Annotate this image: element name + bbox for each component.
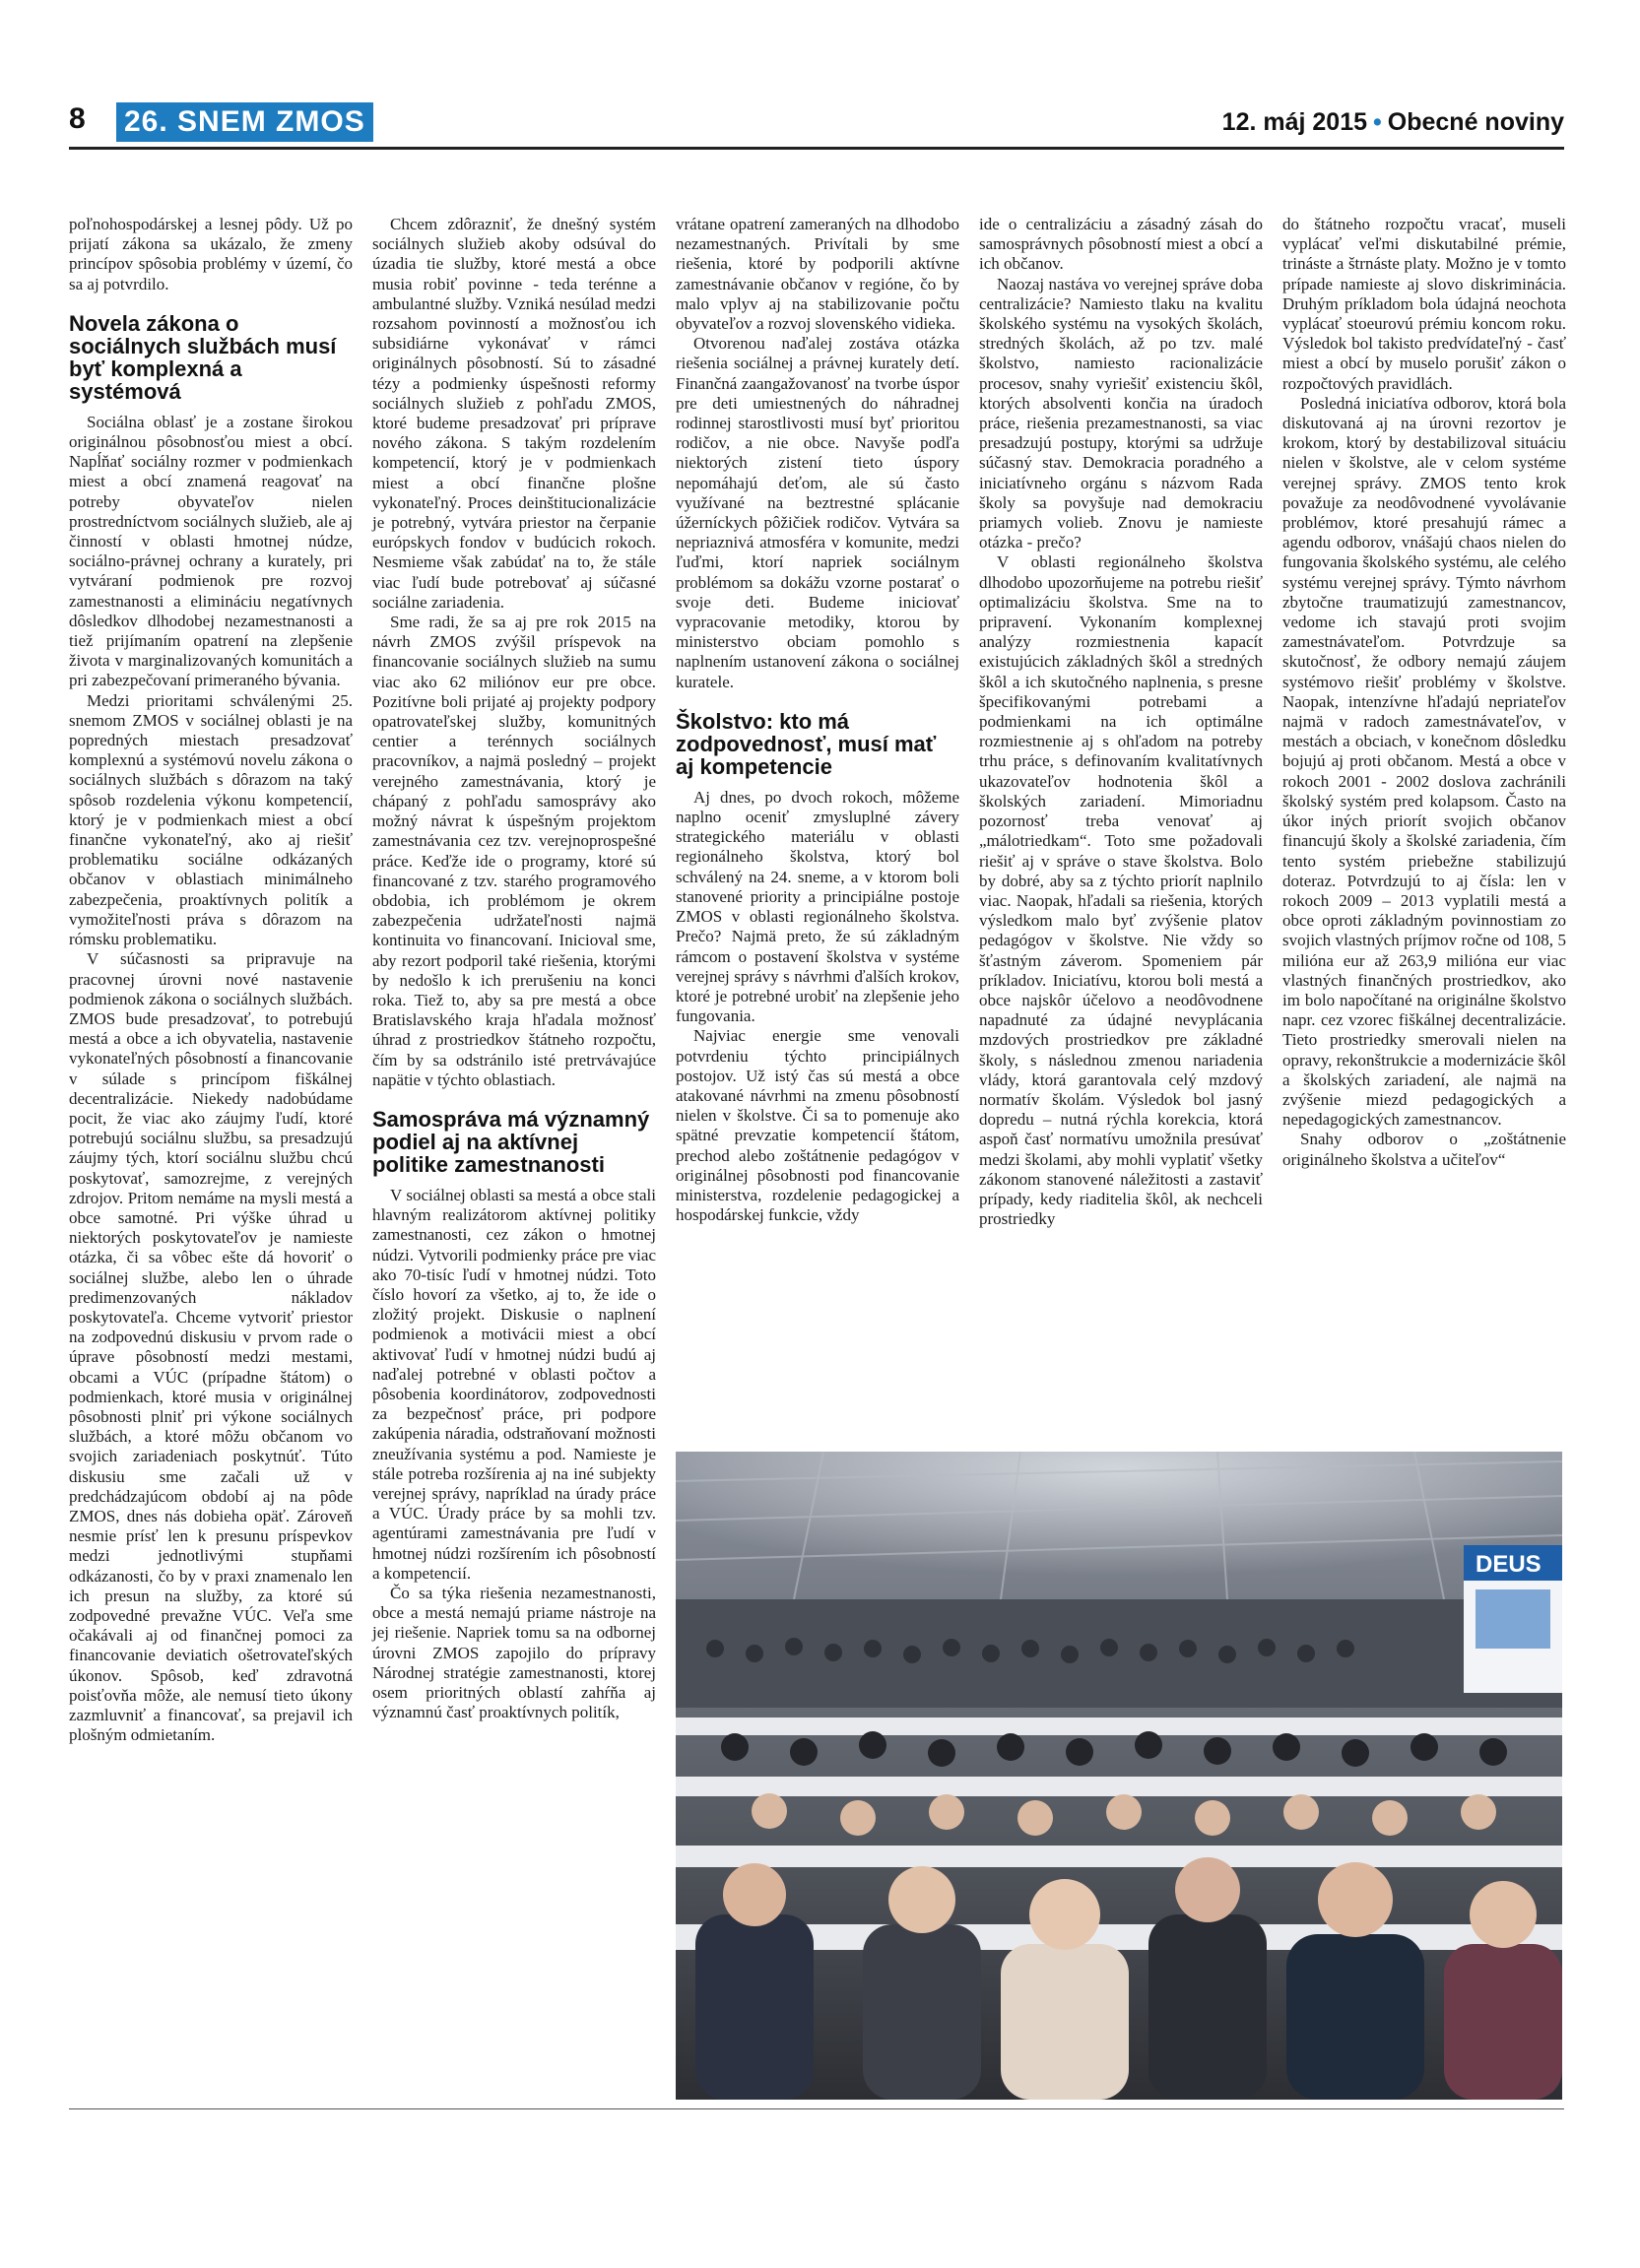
article-paragraph: vrátane opatrení zameraných na dlhodobo nezamestnaných. Privítali by sme riešenia, ktoré by podporili aktívne zamestnávanie občanov v regióne, čo by malo vplyv aj na stabilizovanie počtu obyvateľov a rozvoj slovenského vidieka. xyxy=(676,215,959,334)
article-paragraph: Posledná iniciatíva odborov, ktorá bola diskutovaná aj na úrovni rezortov je krokom, ktorý by destabilizoval situáciu nielen v školstve, ale v celom systéme verejnej správy. ZMOS tento krok považuje za neodôvodnené vyvolávanie problémov, ktoré presahujú rámec a agendu odborov, vnášajú chaos nielen do fungovania školského systému, ale celého systému verejnej správy. Týmto návrhom zbytočne traumatizujú zamestnancov, vedome ich stavajú proti svojim zamestnávateľom. Potvrdzuje sa skutočnosť, že odbory nemajú záujem systémovo riešiť problémy v školstve. Naopak, intenzívne hľadajú nepriateľov najmä v radoch zamestnávateľov, v mestách a obciach, v konečnom dôsledku bojujú aj proti občanom. Mestá a obce v rokoch 2001 - 2002 doslova zachránili školský systém pred kolapsom. Často na úkor iných priorít svojich občanov financujú školy a školské zariadenia, čím tento systém priebežne stabilizujú doteraz. Potvrdzujú to aj čísla: len v rokoch 2009 – 2013 vyplatili mestá a obce oproti základným povinnostiam zo svojich vlastných príjmov ročne od 108, 5 milióna eur až 263,9 milióna eur viac vlastných finančných prostriedkov, ako im bolo napočítané na originálne školstvo napr. cez vzorec fiškálnej decentralizácie. Tieto prostriedky smerovali nielen na opravy, rekonštrukcie a modernizácie škôl a školských zariadení, ale najmä na zvýšenie miezd pedagogických a nepedagogických zamestnancov. xyxy=(1282,393,1566,1130)
section-label: 26. SNEM ZMOS xyxy=(116,102,373,142)
article-paragraph: V súčasnosti sa pripravuje na pracovnej úrovni nové nastavenie podmienok zákona o sociálnych službách. ZMOS bude presadzovať, to potrebujú mestá a obce a ich obyvatelia, nastavenie vykonateľných pôsobností a financovanie v súlade s princípom fiškálnej decentralizácie. Niekedy nadobúdame pocit, že viac ako záujmy ľudí, ktoré potrebujú sociálnu službu, sa presadzujú záujmy tých, ktorí sociálnu službu chcú poskytovať, samozrejme, z verejných zdrojov. Pritom nemáme na mysli mestá a obce samotné. Pri výške úhrad u niektorých poskytovateľov je namieste otázka, či sa vôbec ešte dá hovoriť o sociálnej službe, alebo len o úhrade predimenzovaných nákladov poskytovateľa. Chceme vytvoriť priestor na zodpovednú diskusiu v prvom rade o úprave pôsobností medzi mestami, obcami a VÚC (prípadne štátom) o podmienkach, ktoré musia v originálnej pôsobnosti plniť pri výkone sociálnych službách, a ktoré môžu občanom vo svojich zariadeniach poskytnúť. Túto diskusiu sme začali už v predchádzajúcom období aj na pôde ZMOS, dnes nás dobieha opäť. Zároveň nesmie prísť len k presunu príspevkov medzi jednotlivými stupňami odkázanosti, čo by v praxi znamenalo len ich presun na služby, za ktoré sú zodpovedné prevažne VÚC. Veľa sme očakávali aj od finančnej pomoci za financovanie deviatich ošetrovateľských úkonov. Spôsob, keď zdravotná poisťovňa môže, ale nemusí tieto úkony zazmluvniť a financovať, sa prejavil ich plošným odmietaním. xyxy=(69,949,353,1745)
issue-date: 12. máj 2015 xyxy=(1221,108,1368,136)
page-header xyxy=(69,98,1564,148)
page-number: 8 xyxy=(69,102,86,135)
article-paragraph: Sociálna oblasť je a zostane širokou originálnou pôsobnosťou miest a obcí. Napĺňať sociálny rozmer v podmienkach miest a obcí znamená reagovať na potreby obyvateľov nielen prostredníctvom sociálnych služieb, ale aj činností v oblasti hmotnej núdze, sociálno-právnej ochrany a kurately, pri vytváraní podmienok pre rozvoj zamestnanosti a elimináciu negatívnych dôsledkov dlhodobej nezamestnanosti a tiež prijímaním opatrení na zlepšenie života v marginalizovaných komunitách a pri zabezpečovaní primeraného bývania. xyxy=(69,412,353,690)
article-paragraph: Čo sa týka riešenia nezamestnanosti, obce a mestá nemajú priame nástroje na jej riešenie. Napriek tomu sa na odbornej úrovni ZMOS zapojilo do prípravy Národnej stratégie zamestnanosti, ktorej osem prioritných oblastí zahŕňa aj významnú časť proaktívnych politík, xyxy=(372,1584,656,1722)
article-paragraph: Naozaj nastáva vo verejnej správe doba centralizácie? Namiesto tlaku na kvalitu školského systému na vysokých školách, stredných školách, až po tzv. malé školstvo, namiesto racionalizácie procesov, snahy vyriešiť existenciu škôl, ktorých absolventi končia na úradoch práce, riešenia prezamestnanosti, sa viac presadzujú postupy, ktorými sa udržuje súčasný stav. Demokracia poradného a iniciatívneho orgánu s názvom Rada školy sa povyšuje nad demokraciu priamych volieb. Znovu je namieste otázka - prečo? xyxy=(979,274,1263,552)
article-paragraph: V oblasti regionálneho školstva dlhodobo upozorňujeme na potrebu riešiť optimalizáciu školstva. Sme na to pripravení. Vykonaním komplexnej analýzy rozmiestnenia kapacít existujúcich základných škôl a stredných škôl a ich skutočného naplnenia, s presne špecifikovanými potrebami a podmienkami na ich optimálne rozmiestnenie aj s ohľadom na potreby trhu práce, s definovaním kvalitatívnych ukazovateľov hodnotenia škôl a školských zariadení. Mimoriadnu pozornosť treba venovať aj „málotriedkam“. Toto sme požadovali riešiť aj v správe o stave školstva. Bolo by dobré, aby sa z týchto priorít naplnilo viac. Naopak, hľadali sa riešenia, ktorých výsledkom malo byť zvýšenie platov pedagógov v školstve. Nie vždy so šťastným záverom. Spomeniem pár príkladov. Iniciatívu, ktorou boli mestá a obce najskôr účelovo a neodôvodnene napadnuté za údajné nevyplácania mzdových prostriedkov pre základné školy, s následnou zmenou nariadenia vlády, ktorá garantovala celý mzdový normatív školám. Výsledok bol jasný dopredu – nutná rýchla korekcia, ktorá aspoň časť normatívu umožnila presúvať medzi školami, aby mohli vyplatiť všetky zákonom stanovené náležitosti a zastaviť prípady, kedy riaditelia škôl, ak nechceli prostriedky xyxy=(979,552,1263,1229)
congress-photo xyxy=(676,1452,1562,2100)
issue-info xyxy=(1222,108,1564,137)
article-paragraph: V sociálnej oblasti sa mestá a obce stali hlavným realizátorom aktívnej politiky zamestnanosti, cez zákon o hmotnej núdzi. Vytvorili podmienky práce pre viac ako 70-tisíc ľudí v hmotnej núdzi. Toto číslo hovorí za všetko, aj to, že ide o zložitý projekt. Diskusie o naplnení podmienok a motivácii miest a obcí aktivovať ľudí v hmotnej núdzi budú aj naďalej potrebné v oblasti počtov a pôsobenia koordinátorov, zodpovednosti za bezpečnosť práce, pri podpore zakúpenia náradia, odstraňovaní možnosti zneužívania systému a pod. Namieste je stále potreba rozšírenia aj na iné subjekty verejnej správy, napríklad na úrady práce a VÚC. Úrady práce by sa mohli tzv. agentúrami zamestnávania pre ľudí v hmotnej núdzi rozšírením ich pôsobností a kompetencií. xyxy=(372,1185,656,1583)
article-paragraph: ide o centralizáciu a zásadný zásah do samosprávnych pôsobností miest a obcí a ich občanov. xyxy=(979,215,1263,274)
article-paragraph: Chcem zdôrazniť, že dnešný systém sociálnych služieb akoby odsúval do úzadia tie služby, ktoré mestá a obce musia robiť povinne - teda terénne a ambulantné služby. Vzniká nesúlad medzi rozsahom povinností a možnosťou ich subsidiárne vykonávať v rámci originálnych pôsobností. Sú to zásadné tézy a podmienky úspešnosti reformy sociálnych služieb z pohľadu ZMOS, ktoré budeme presadzovať pri príprave nového zákona. S takým rozdelením kompetencií, ktorý je v podmienkach miest a obcí finančne plošne vykonateľný. Proces deinštitucionalizácie je potrebný, vytvára priestor na čerpanie európskych fondov v budúcich rokoch. Nesmieme však zabúdať na to, že stále viac ľudí bude potrebovať aj súčasné sociálne zariadenia. xyxy=(372,215,656,612)
article-paragraph: Najviac energie sme venovali potvrdeniu týchto principiálnych postojov. Už istý čas sú mestá a obce atakované návrhmi na zmenu pôsobností nielen v školstve. Či sa to pomenuje ako spätné prevzatie kompetencií štátom, prechod alebo zoštátnenie pedagógov v originálnej pôsobnosti pod financovanie ministerstva, rozdelenie pedagogickej a hospodárskej funkcie, vždy xyxy=(676,1026,959,1225)
article-paragraph: Aj dnes, po dvoch rokoch, môžeme naplno oceniť zmysluplné závery strategického materiálu v oblasti regionálneho školstva, ktorý bol schválený na 24. sneme, a v ktorom boli stanovené priority a principiálne postoje ZMOS v oblasti regionálneho školstva. Prečo? Najmä preto, že sú základným rámcom o postavení školstva v systéme verejnej správy s návrhmi ďalších krokov, ktoré je potrebné urobiť na zlepšenie jeho fungovania. xyxy=(676,787,959,1026)
article-paragraph: Medzi prioritami schválenými 25. snemom ZMOS v sociálnej oblasti je na popredných miestach presadzovať komplexnú a systémovú novelu zákona o sociálnych službách s dôrazom na taký spôsob rozdelenia výkonu kompetencií, ktorý je v podmienkach miest a obcí finančne vykonateľný, ako aj riešiť problematiku sociálne odkázaných občanov v oblastiach minimálneho zabezpečenia, proaktívnych politík a vymožiteľnosti práva s dôrazom na rómsku problematiku. xyxy=(69,690,353,949)
article-column-1 xyxy=(69,215,353,2101)
article-column-3 xyxy=(676,215,959,1225)
article-paragraph: Snahy odborov o „zoštátnenie originálneho školstva a učiteľov“ xyxy=(1282,1130,1566,1169)
article-paragraph: poľnohospodárskej a lesnej pôdy. Už po prijatí zákona sa ukázalo, že zmeny princípov spôsobia problémy v území, čo sa aj potvrdilo. xyxy=(69,215,353,293)
article-column-5 xyxy=(1282,215,1566,1436)
article-subheading: Samospráva má významný podiel aj na aktívnej politike zamestnanosti xyxy=(372,1106,650,1177)
header-rule xyxy=(69,147,1564,150)
article-paragraph: Sme radi, že sa aj pre rok 2015 na návrh ZMOS zvýšil príspevok na financovanie sociálnych služieb na sumu viac ako 62 miliónov eur pre obce. Pozitívne boli prijaté aj projekty podpory opatrovateľskej služby, komunitných centier a terénnych sociálnych pracovníkov, a najmä posledný – projekt verejného zamestnávania, ktorý je chápaný z pohľadu samosprávy ako možný návrat k úspešným projektom zamestnávania cez tzv. verejnoprospešné práce. Keďže ide o programy, ktoré sú financované z tzv. starého programového obdobia, ich problémom je okrem zabezpečenia udržateľnosti najmä kontinuita vo financovaní. Inicioval sme, aby rezort podporil také riešenia, ktorými by nedošlo k ich prerušeniu na konci roka. Tiež to, aby sa pre mestá a obce Bratislavského kraja hľadala možnosť úhrad z prostriedkov štátneho rozpočtu, čím by sa odstránilo isté pretrvávajúce napätie v týchto oblastiach. xyxy=(372,613,656,1089)
article-paragraph: do štátneho rozpočtu vracať, museli vyplácať veľmi diskutabilné prémie, trináste a štrnáste platy. Možno je v tomto prípade namieste aj slovo diskriminácia. Druhým príkladom bola údajná neochota vyplácať stoeurovú prémiu koncom roku. Výsledok bol takisto predvídateľný - časť miest a obcí by muselo porušiť zákon o rozpočtových pravidlách. xyxy=(1282,215,1566,393)
article-paragraph: Otvorenou naďalej zostáva otázka riešenia sociálnej a právnej kurately detí. Finančná zaangažovanosť na tvorbe úspor pre deti umiestnených do náhradnej rodinnej starostlivosti musí byť prioritou rodičov, a nie obce. Navyše podľa niektorých zistení tieto úspory nepomáhajú deťom, ale sú často využívané na beztrestné splácanie úžerníckych pôžičiek rodičov. Vytvára sa nepriaznivá atmosféra v komunite, medzi ľuďmi, ktorí napriek sociálnym problémom sa dokážu vzorne postarať o svoje deti. Budeme iniciovať vypracovanie metodiky, ktorou by ministerstvo obciam pomohlo s naplnením ustanovení zákona o sociálnej kuratele. xyxy=(676,334,959,691)
article-subheading: Školstvo: kto má zodpovednosť, musí mať aj kompetencie xyxy=(676,708,937,779)
publication-name: Obecné noviny xyxy=(1387,108,1564,136)
issue-separator: • xyxy=(1373,108,1382,136)
article-subheading: Novela zákona o sociálnych službách musí byť komplexná a systémová xyxy=(69,310,337,404)
footer-rule xyxy=(69,2108,1564,2109)
banner-text: DEUS xyxy=(1476,1551,1542,1578)
article-column-4 xyxy=(979,215,1263,1436)
article-column-2 xyxy=(372,215,656,1722)
